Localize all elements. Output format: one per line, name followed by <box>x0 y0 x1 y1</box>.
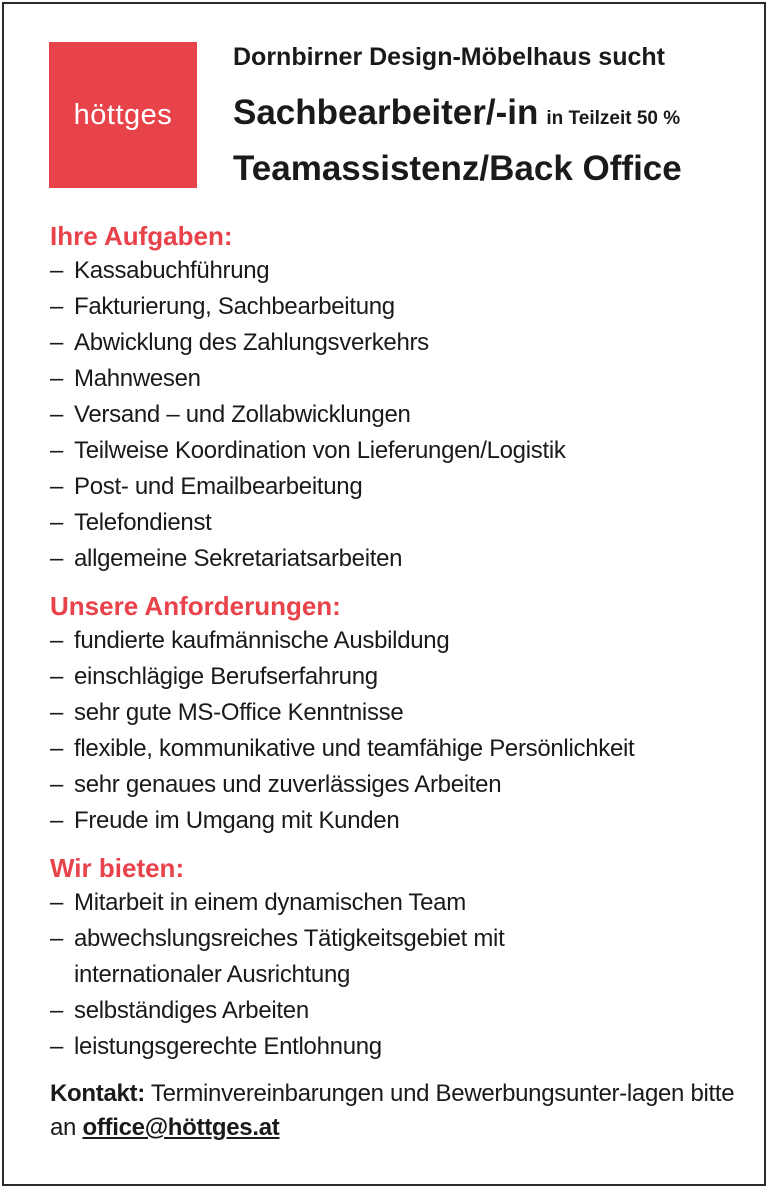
bullet-dash: – <box>50 545 64 572</box>
list-item-text: Post- und Emailbearbeitung <box>74 473 363 500</box>
list-item-text: Kassabuchführung <box>74 257 270 284</box>
list-item <box>50 921 634 993</box>
section-list <box>50 885 750 1065</box>
bullet-dash: – <box>50 401 64 428</box>
list-item <box>50 253 750 289</box>
bullet-dash: – <box>50 997 64 1024</box>
list-item-text: flexible, kommunikative und teamfähige Persönlichkeit <box>74 735 635 762</box>
bullet-dash: – <box>50 329 64 356</box>
section-title: Ihre Aufgaben: <box>50 221 233 251</box>
list-item-text: Telefondienst <box>74 509 212 536</box>
contact-text: Terminvereinbarungen und Bewerbungsunter-lagen bitte an <box>50 1080 735 1141</box>
list-item <box>50 659 750 695</box>
bullet-dash: – <box>50 925 64 952</box>
list-item <box>50 993 750 1029</box>
bullet-dash: – <box>50 257 64 284</box>
list-item <box>50 695 750 731</box>
list-item-text: Fakturierung, Sachbearbeitung <box>74 293 395 320</box>
list-item <box>50 803 750 839</box>
list-item <box>50 731 750 767</box>
list-item-text: Freude im Umgang mit Kunden <box>74 807 400 834</box>
list-item <box>50 469 750 505</box>
section-list <box>50 623 750 839</box>
list-item-text: leistungsgerechte Entlohnung <box>74 1033 382 1060</box>
bullet-dash: – <box>50 807 64 834</box>
list-item-text: Teilweise Koordination von Lieferungen/Logistik <box>74 437 566 464</box>
email-link[interactable]: office@höttges.at <box>82 1114 280 1141</box>
section-title: Wir bieten: <box>50 853 185 883</box>
contact <box>50 1077 750 1145</box>
section-list <box>50 253 750 577</box>
list-item-text: fundierte kaufmännische Ausbildung <box>74 627 450 654</box>
list-item <box>50 289 750 325</box>
bullet-dash: – <box>50 735 64 762</box>
bullet-dash: – <box>50 365 64 392</box>
list-item <box>50 361 750 397</box>
job-title-main: Sachbearbeiter/-in <box>233 93 539 132</box>
bullet-dash: – <box>50 437 64 464</box>
bullet-dash: – <box>50 473 64 500</box>
job-title-sub: in Teilzeit 50 % <box>546 108 681 129</box>
list-item <box>50 505 750 541</box>
list-item <box>50 397 750 433</box>
list-item <box>50 1029 750 1065</box>
bullet-dash: – <box>50 663 64 690</box>
section-title: Unsere Anforderungen: <box>50 591 341 621</box>
list-item <box>50 623 750 659</box>
bullet-dash: – <box>50 1033 64 1060</box>
job-title-secondary: Teamassistenz/Back Office <box>233 149 682 188</box>
bullet-dash: – <box>50 293 64 320</box>
ad-content <box>50 219 750 1145</box>
logo-text: höttges <box>73 98 173 131</box>
list-item <box>50 541 750 577</box>
list-item-text: abwechslungsreiches Tätigkeitsgebiet mit internationaler Ausrichtung <box>74 925 505 988</box>
list-item-text: sehr genaues und zuverlässiges Arbeiten <box>74 771 502 798</box>
list-item <box>50 325 750 361</box>
list-item <box>50 885 750 921</box>
list-item <box>50 433 750 469</box>
bullet-dash: – <box>50 699 64 726</box>
list-item-text: Mahnwesen <box>74 365 201 392</box>
bullet-dash: – <box>50 889 64 916</box>
bullet-dash: – <box>50 771 64 798</box>
list-item-text: einschlägige Berufserfahrung <box>74 663 378 690</box>
contact-label: Kontakt: <box>50 1080 145 1107</box>
company-logo <box>49 42 197 188</box>
list-item-text: Versand – und Zollabwicklungen <box>74 401 411 428</box>
sections <box>50 219 750 1065</box>
list-item-text: allgemeine Sekretariatsarbeiten <box>74 545 403 572</box>
bullet-dash: – <box>50 627 64 654</box>
list-item-text: Abwicklung des Zahlungsverkehrs <box>74 329 429 356</box>
job-title <box>233 88 753 144</box>
kicker: Dornbirner Design-Möbelhaus sucht <box>233 43 665 71</box>
list-item-text: Mitarbeit in einem dynamischen Team <box>74 889 466 916</box>
bullet-dash: – <box>50 509 64 536</box>
job-ad <box>2 2 766 1186</box>
list-item-text: selbständiges Arbeiten <box>74 997 309 1024</box>
list-item-text: sehr gute MS-Office Kenntnisse <box>74 699 404 726</box>
list-item <box>50 767 750 803</box>
ad-header <box>233 40 753 194</box>
